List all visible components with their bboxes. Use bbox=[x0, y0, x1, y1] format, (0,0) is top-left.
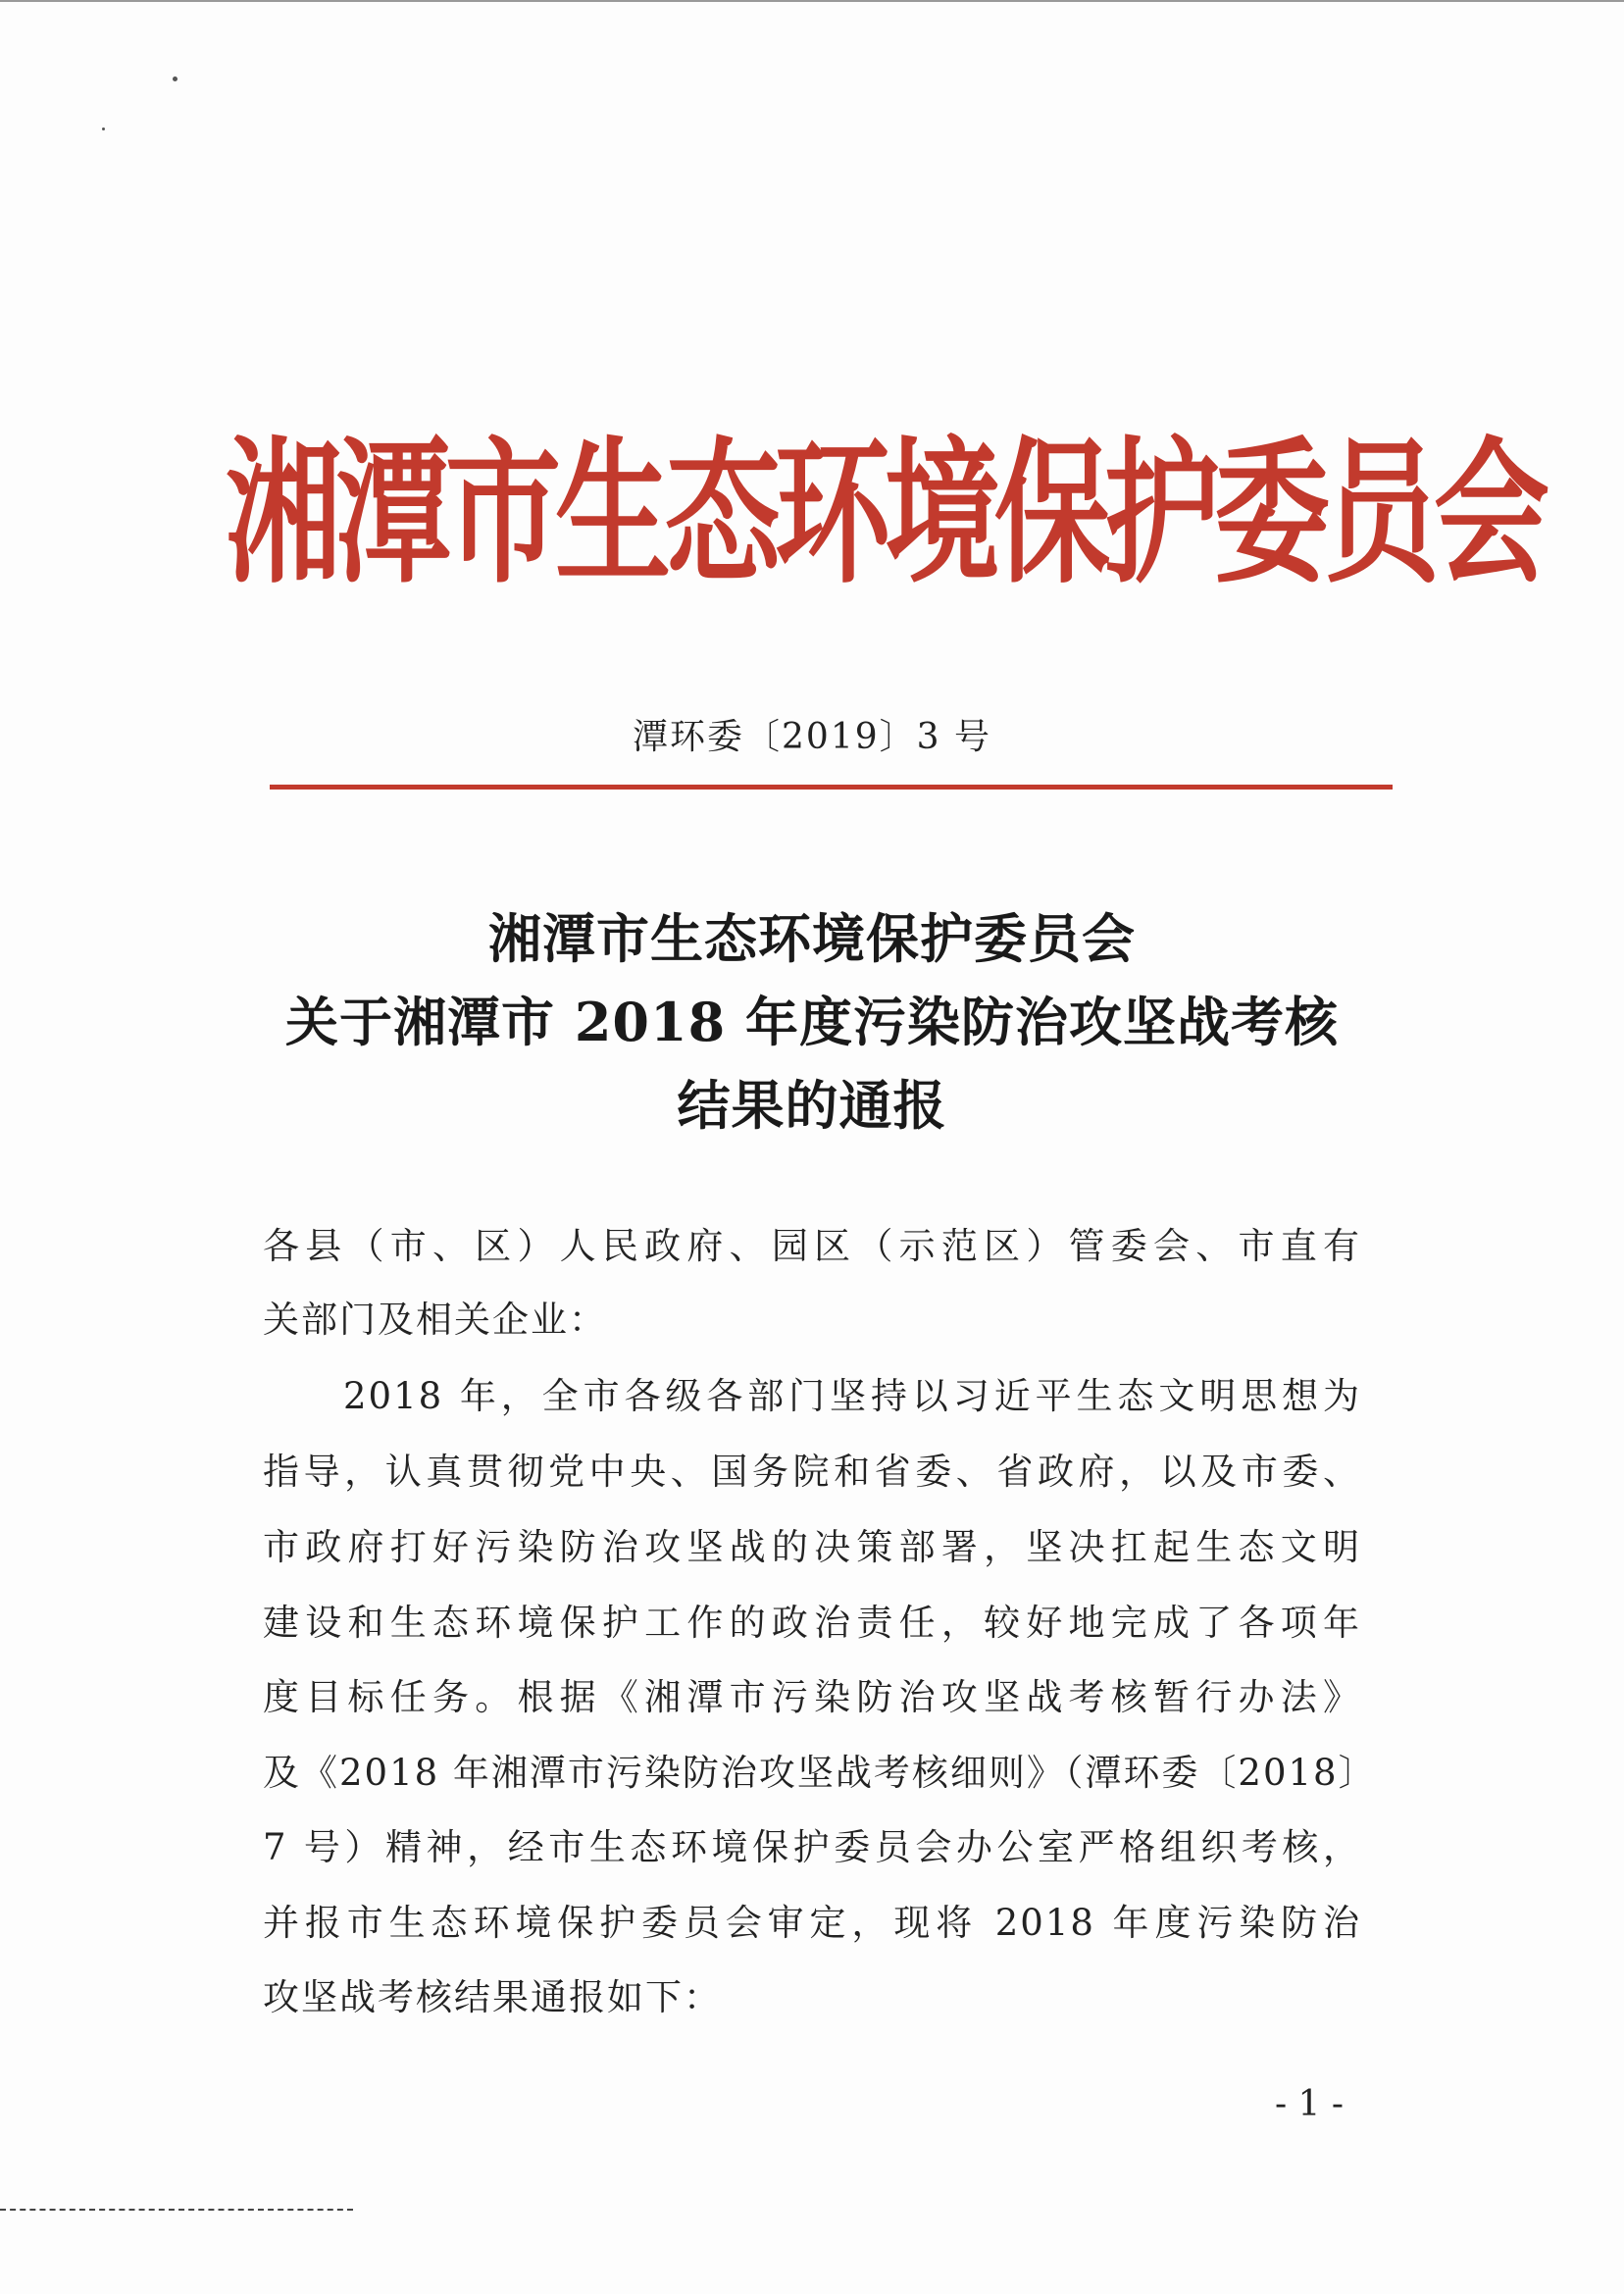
body-line: 并报市生态环境保护委员会审定，现将 2018 年度污染防治 bbox=[263, 1902, 1361, 1944]
body-line: 指导，认真贯彻党中央、国务院和省委、省政府，以及市委、 bbox=[263, 1451, 1361, 1493]
top-edge-line bbox=[0, 0, 1624, 2]
letterhead-title: 湘潭市生态环境保护委员会 bbox=[226, 420, 1545, 605]
body-line: 及《2018 年湘潭市污染防治攻坚战考核细则》（潭环委〔2018〕 bbox=[263, 1752, 1377, 1794]
body-line: 2018 年，全市各级各部门坚持以习近平生态文明思想为 bbox=[343, 1375, 1361, 1417]
body-line: 关部门及相关企业： bbox=[263, 1299, 607, 1341]
body-line: 攻坚战考核结果通报如下： bbox=[263, 1976, 722, 2018]
body-line: 市政府打好污染防治攻坚战的决策部署，坚决扛起生态文明 bbox=[263, 1526, 1361, 1568]
red-separator-line bbox=[270, 785, 1393, 790]
body-line: 7 号）精神，经市生态环境保护委员会办公室严格组织考核， bbox=[263, 1826, 1361, 1868]
bottom-dashed-line bbox=[0, 2209, 353, 2212]
notice-title-line-3: 结果的通报 bbox=[677, 1074, 947, 1137]
body-line: 各县（市、区）人民政府、园区（示范区）管委会、市直有 bbox=[263, 1225, 1361, 1267]
body-line: 建设和生态环境保护工作的政治责任，较好地完成了各项年 bbox=[263, 1602, 1361, 1644]
notice-title-line-1: 湘潭市生态环境保护委员会 bbox=[488, 907, 1136, 970]
body-line: 度目标任务。根据《湘潭市污染防治攻坚战考核暂行办法》 bbox=[263, 1676, 1361, 1718]
notice-title-line-2: 关于湘潭市 2018 年度污染防治攻坚战考核 bbox=[285, 991, 1339, 1053]
scan-speck bbox=[102, 127, 105, 130]
page-number: - 1 - bbox=[1274, 2084, 1345, 2124]
scan-speck bbox=[173, 76, 178, 81]
document-number: 潭环委〔2019〕3 号 bbox=[633, 717, 991, 757]
